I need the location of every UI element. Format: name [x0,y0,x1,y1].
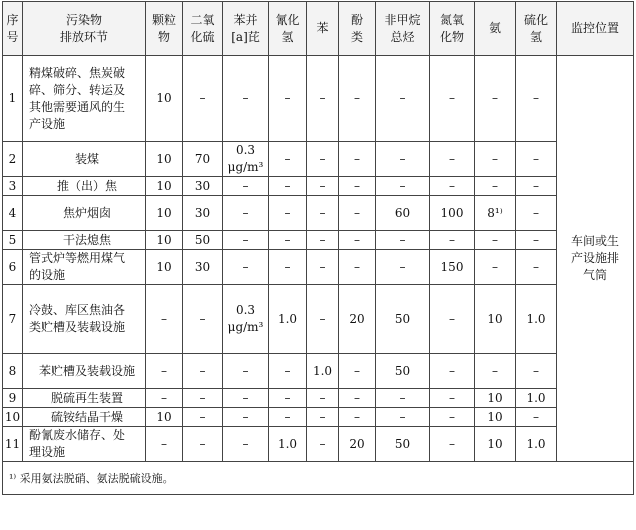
limit-value: – [339,408,376,427]
limit-value: 1.0 [516,285,557,354]
row-number: 11 [3,427,23,462]
limit-value: 50 [376,427,430,462]
limit-value: – [339,177,376,196]
limit-value: – [430,142,475,177]
column-header: 苯 [307,2,339,56]
limit-value: – [223,427,269,462]
limit-value: – [516,408,557,427]
limit-value: – [475,354,516,389]
limit-value: – [223,250,269,285]
footnote: ¹⁾ 采用氨法脱硝、氨法脱硫设施。 [3,462,634,495]
limit-value: – [339,142,376,177]
table-row [3,56,634,142]
limit-value: 10 [475,427,516,462]
row-number: 1 [3,56,23,142]
limit-value: 150 [430,250,475,285]
limit-value: – [376,389,430,408]
limit-value: 50 [376,285,430,354]
row-number: 2 [3,142,23,177]
column-header: 苯并 [a]芘 [223,2,269,56]
limit-value: 100 [430,196,475,231]
limit-value: – [223,196,269,231]
limit-value: – [430,285,475,354]
limit-value: – [430,427,475,462]
table-row [3,427,634,462]
limit-value: 20 [339,427,376,462]
table-row [3,177,634,196]
table-row [3,196,634,231]
row-number: 9 [3,389,23,408]
limit-value: – [307,142,339,177]
limit-value: – [223,56,269,142]
limit-value: – [183,389,223,408]
limit-value: – [475,142,516,177]
limit-value: – [146,427,183,462]
row-number: 7 [3,285,23,354]
limit-value: 1.0 [269,427,307,462]
limit-value: – [475,231,516,250]
limit-value: – [475,177,516,196]
limit-value: – [269,177,307,196]
column-header: 氰化 氢 [269,2,307,56]
limit-value: 1.0 [269,285,307,354]
limit-value: – [376,177,430,196]
limit-value: – [307,389,339,408]
limit-value: 60 [376,196,430,231]
limit-value: 70 [183,142,223,177]
limit-value: – [146,285,183,354]
limit-value: 50 [376,354,430,389]
limit-value: – [269,250,307,285]
limit-value: – [430,354,475,389]
limit-value: – [307,196,339,231]
table-row [3,389,634,408]
limit-value: 30 [183,250,223,285]
footnote-row [3,462,634,495]
table-row [3,354,634,389]
table-row [3,408,634,427]
limit-value: – [307,408,339,427]
column-header: 二氧 化硫 [183,2,223,56]
limit-value: – [307,250,339,285]
limit-value: – [183,56,223,142]
limit-value: – [307,56,339,142]
limit-value: – [516,250,557,285]
limit-value: – [516,231,557,250]
column-header: 监控位置 [557,2,634,56]
limit-value: – [269,56,307,142]
limit-value: – [430,56,475,142]
limit-value: 10 [146,142,183,177]
limit-value: – [376,142,430,177]
limit-value: – [269,196,307,231]
limit-value: – [339,231,376,250]
limit-value: – [376,408,430,427]
column-header: 硫化 氢 [516,2,557,56]
emission-source: 酚氰废水储存、处 理设施 [23,427,146,462]
limit-value: – [339,389,376,408]
limit-value: 10 [146,56,183,142]
limit-value: 20 [339,285,376,354]
limit-value: – [376,250,430,285]
limit-value: 10 [146,231,183,250]
limit-value: 1.0 [307,354,339,389]
emission-limits-table [2,1,634,495]
limit-value: – [430,231,475,250]
limit-value: 10 [146,250,183,285]
row-number: 4 [3,196,23,231]
limit-value: – [146,354,183,389]
limit-value: – [516,177,557,196]
emission-source: 装煤 [23,142,146,177]
limit-value: – [307,285,339,354]
limit-value: – [183,285,223,354]
table-row [3,231,634,250]
limit-value: – [430,408,475,427]
limit-value: – [269,142,307,177]
limit-value: 10 [146,177,183,196]
limit-value: – [183,354,223,389]
table-row [3,250,634,285]
limit-value: – [223,389,269,408]
limit-value: – [376,56,430,142]
limit-value: 10 [475,389,516,408]
limit-value: – [307,427,339,462]
limit-value: 10 [475,285,516,354]
emission-source: 焦炉烟囱 [23,196,146,231]
limit-value: – [339,250,376,285]
limit-value: 1.0 [516,389,557,408]
limit-value: – [269,408,307,427]
column-header: 序 号 [3,2,23,56]
limit-value: – [146,389,183,408]
limit-value: – [516,196,557,231]
row-number: 8 [3,354,23,389]
limit-value: 0.3 μg/m³ [223,142,269,177]
limit-value: – [475,250,516,285]
limit-value: – [339,196,376,231]
table-row [3,285,634,354]
limit-value: – [269,354,307,389]
limit-value: 10 [475,408,516,427]
limit-value: – [223,408,269,427]
column-header: 氮氧 化物 [430,2,475,56]
column-header: 氨 [475,2,516,56]
row-number: 5 [3,231,23,250]
limit-value: – [223,354,269,389]
row-number: 6 [3,250,23,285]
limit-value: – [430,389,475,408]
emission-source: 硫铵结晶干燥 [23,408,146,427]
emission-source: 精煤破碎、焦炭破 碎、筛分、转运及 其他需要通风的生 产设施 [23,56,146,142]
limit-value: – [376,231,430,250]
limit-value: 30 [183,196,223,231]
limit-value: – [339,56,376,142]
limit-value: 10 [146,196,183,231]
limit-value: 8¹⁾ [475,196,516,231]
row-number: 3 [3,177,23,196]
limit-value: 1.0 [516,427,557,462]
emission-source: 脱硫再生装置 [23,389,146,408]
limit-value: – [516,354,557,389]
limit-value: 0.3 μg/m³ [223,285,269,354]
limit-value: 50 [183,231,223,250]
limit-value: – [430,177,475,196]
emission-source: 冷鼓、库区焦油各 类贮槽及装载设施 [23,285,146,354]
limit-value: – [183,408,223,427]
emission-source: 干法熄焦 [23,231,146,250]
limit-value: – [475,56,516,142]
limit-value: 10 [146,408,183,427]
emission-source: 推（出）焦 [23,177,146,196]
emission-source: 苯贮槽及装载设施 [23,354,146,389]
limit-value: – [339,354,376,389]
limit-value: – [269,231,307,250]
limit-value: – [269,389,307,408]
column-header: 颗粒 物 [146,2,183,56]
table-row [3,142,634,177]
monitoring-location: 车间或生 产设施排 气筒 [557,56,634,462]
row-number: 10 [3,408,23,427]
table-header-row [3,2,634,56]
limit-value: – [183,427,223,462]
column-header: 非甲烷 总烃 [376,2,430,56]
limit-value: 30 [183,177,223,196]
limit-value: – [516,142,557,177]
limit-value: – [307,177,339,196]
limit-value: – [307,231,339,250]
limit-value: – [516,56,557,142]
column-header: 污染物 排放环节 [23,2,146,56]
emission-source: 管式炉等燃用煤气 的设施 [23,250,146,285]
column-header: 酚 类 [339,2,376,56]
limit-value: – [223,177,269,196]
limit-value: – [223,231,269,250]
